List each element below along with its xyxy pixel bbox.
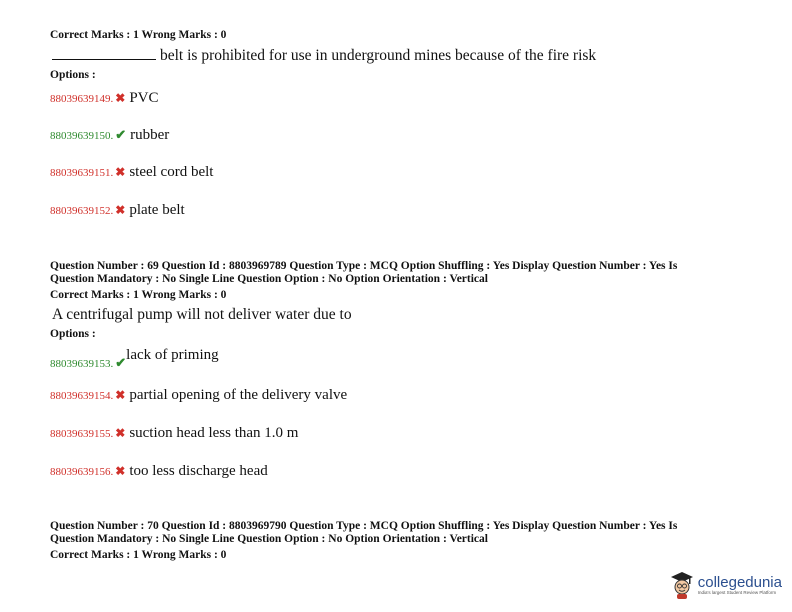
cross-icon: ✖ <box>115 426 126 440</box>
option-row <box>50 462 268 480</box>
cross-icon: ✖ <box>115 388 126 402</box>
checkmark-icon: ✔ <box>115 127 127 142</box>
option-text: PVC <box>129 90 159 106</box>
graduate-mascot-icon <box>669 570 695 600</box>
question-header-line2: Question Mandatory : No Single Line Question Option : No Option Orientation : Vertical <box>50 273 488 285</box>
option-id: 88039639156. <box>50 466 114 478</box>
cross-icon: ✖ <box>115 203 126 217</box>
question-header-line1: Question Number : 69 Question Id : 8803969789 Question Type : MCQ Option Shuffling : Yes Display Question Number : Yes Is <box>50 260 678 272</box>
option-text: too less discharge head <box>129 463 268 479</box>
option-id: 88039639150. <box>50 130 114 142</box>
option-text: suction head less than 1.0 m <box>129 425 299 441</box>
options-label: Options : <box>50 69 96 81</box>
option-row <box>50 163 213 181</box>
logo-tagline: India's largest Student Review Platform <box>697 589 777 595</box>
option-id: 88039639151. <box>50 167 114 179</box>
option-id: 88039639149. <box>50 93 114 105</box>
cross-icon: ✖ <box>115 464 126 478</box>
cross-icon: ✖ <box>115 91 126 105</box>
option-text: partial opening of the delivery valve <box>129 387 348 403</box>
question-text: belt is prohibited for use in underground mines because of the fire risk <box>52 47 596 65</box>
question-header-line1: Question Number : 70 Question Id : 8803969790 Question Type : MCQ Option Shuffling : Yes Display Question Number : Yes Is <box>50 520 678 532</box>
option-id: 88039639152. <box>50 205 114 217</box>
checkmark-icon: ✔ <box>115 355 127 370</box>
option-row <box>50 386 347 404</box>
collegedunia-logo <box>669 570 782 600</box>
correct-marks-line: Correct Marks : 1 Wrong Marks : 0 <box>50 549 227 561</box>
option-row <box>50 424 298 442</box>
fill-blank <box>52 47 156 60</box>
question-header-line2: Question Mandatory : No Single Line Question Option : No Option Orientation : Vertical <box>50 533 488 545</box>
option-row <box>50 346 219 370</box>
options-label: Options : <box>50 328 96 340</box>
option-text: plate belt <box>129 202 185 218</box>
option-row <box>50 89 159 107</box>
option-id: 88039639153. <box>50 358 114 370</box>
option-row <box>50 126 169 144</box>
option-id: 88039639155. <box>50 428 114 440</box>
correct-marks-line: Correct Marks : 1 Wrong Marks : 0 <box>50 289 227 301</box>
option-text: steel cord belt <box>129 164 214 180</box>
option-row <box>50 201 185 219</box>
option-text: lack of priming <box>126 347 219 363</box>
option-text: rubber <box>130 127 170 143</box>
question-text: A centrifugal pump will not deliver water due to <box>52 306 352 323</box>
option-id: 88039639154. <box>50 390 114 402</box>
logo-name: collegedunia <box>697 573 782 591</box>
correct-marks-line: Correct Marks : 1 Wrong Marks : 0 <box>50 29 227 41</box>
cross-icon: ✖ <box>115 165 126 179</box>
